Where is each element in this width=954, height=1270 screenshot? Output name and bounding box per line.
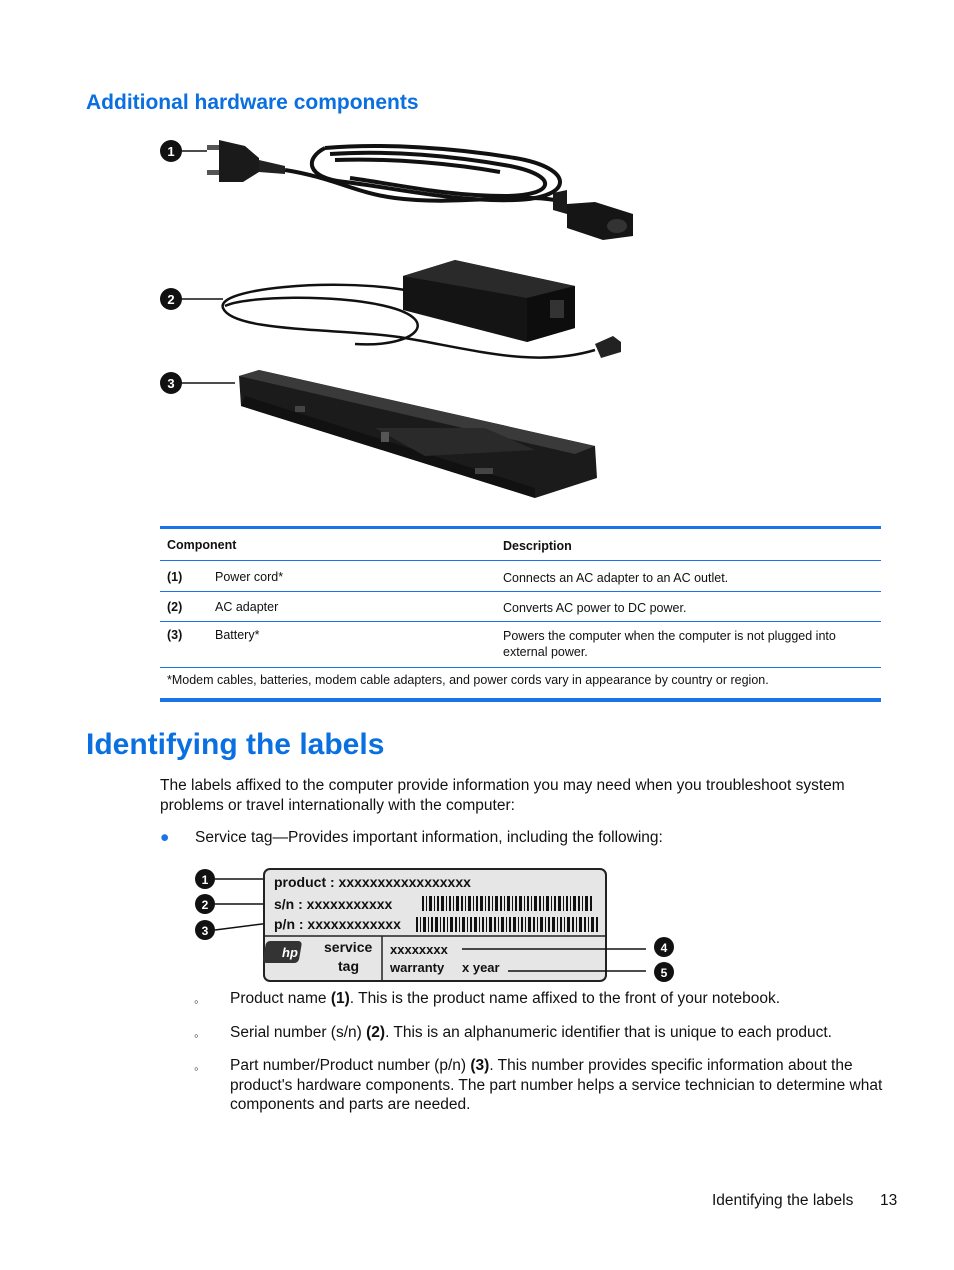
bullet-text: Service tag—Provides important information, including the following: (195, 829, 663, 846)
tag-pn-line: p/n : xxxxxxxxxxxx (274, 916, 401, 932)
tag-callout-2 (195, 894, 270, 914)
cord-connector (553, 190, 633, 240)
row-component: Battery* (215, 628, 260, 642)
hp-logo-icon (262, 941, 302, 963)
row-component: AC adapter (215, 600, 279, 614)
row-number: (2) (167, 600, 183, 614)
sub-item-mark: ◦ (194, 1061, 199, 1076)
header-description: Description (503, 539, 572, 553)
tag-callout-2-text: 2 (201, 898, 209, 912)
tag-warranty-label: warranty (390, 960, 445, 975)
header-component: Component (167, 538, 237, 552)
tag-callout-1 (195, 869, 270, 889)
ac-adapter (223, 260, 621, 358)
sub-item-text: Part number/Product number (p/n) (230, 1057, 471, 1074)
callout-3 (160, 372, 235, 394)
sub-item-serial-number (230, 1023, 890, 1043)
table-row (160, 622, 881, 668)
sub-item-text: Serial number (s/n) (230, 1024, 367, 1041)
table-header-row (160, 529, 881, 561)
sub-item-text: . This is the product name affixed to the front of your notebook. (349, 990, 781, 1007)
table-row (160, 561, 881, 592)
tag-callout-4 (654, 937, 674, 957)
callout-1 (160, 140, 207, 162)
tag-callout-1-text: 1 (201, 873, 209, 887)
table-footnote-row (160, 668, 881, 699)
tag-callout-5-text: 5 (660, 966, 668, 980)
table-bottom-rule (160, 699, 881, 702)
power-plug (207, 140, 285, 182)
table-row (160, 592, 881, 622)
sub-item-ref: (2) (366, 1024, 386, 1041)
sub-item-text: . This is an alphanumeric identifier that is unique to each product. (385, 1024, 832, 1041)
callout-3-text: 3 (167, 376, 175, 391)
sub-item-mark: ◦ (194, 994, 199, 1009)
row-description: Powers the computer when the computer is not plugged into external power. (503, 629, 836, 659)
sub-item-part-number (230, 1056, 890, 1115)
callout-2 (160, 288, 223, 310)
tag-callout-5 (654, 962, 674, 982)
tag-xxx-value: xxxxxxxx (390, 942, 448, 957)
tag-product-line: product : xxxxxxxxxxxxxxxxx (274, 874, 471, 890)
tag-callout-3 (195, 920, 270, 940)
callout-2-text: 2 (167, 292, 175, 307)
hardware-components-figure (155, 138, 645, 508)
tag-callout-3-text: 3 (201, 924, 209, 938)
table-footnote: *Modem cables, batteries, modem cable adapters, and power cords vary in appearance by country or region. (167, 673, 769, 687)
page-title: Identifying the labels (86, 728, 385, 761)
sub-item-text: Product name (230, 990, 331, 1007)
section-heading: Additional hardware components (86, 91, 419, 114)
tag-callout-4-text: 4 (660, 941, 668, 955)
intro-paragraph: The labels affixed to the computer provide information you may need when you troubleshoot system problems or travel internationally with the computer: (160, 777, 845, 814)
footer-page-number: 13 (880, 1192, 898, 1209)
callout-1-text: 1 (167, 144, 175, 159)
sub-item-text: . This number provides specific information about the product's hardware components. The part number helps a service technician to determine what components and parts are needed. (230, 1057, 883, 1113)
power-cord-coil (285, 146, 560, 201)
sub-item-ref: (1) (330, 990, 350, 1007)
sub-item-product-name (230, 989, 890, 1009)
row-number: (3) (167, 628, 183, 642)
hp-logo-text: hp (282, 945, 298, 960)
row-component: Power cord* (215, 570, 284, 584)
sub-item-mark: ◦ (194, 1028, 199, 1043)
components-table (160, 526, 881, 702)
tag-tag-word: tag (338, 958, 359, 974)
row-description: Converts AC power to DC power. (503, 601, 687, 615)
tag-sn-line: s/n : xxxxxxxxxxx (274, 896, 393, 912)
row-number: (1) (167, 570, 183, 584)
sub-item-ref: (3) (470, 1057, 490, 1074)
tag-warranty-years: x year (462, 960, 500, 975)
service-tag-figure (190, 863, 680, 985)
bullet-icon: ● (160, 829, 170, 846)
row-description: Connects an AC adapter to an AC outlet. (503, 571, 729, 585)
battery (239, 370, 597, 498)
tag-service-word: service (324, 939, 373, 955)
footer-section-title: Identifying the labels (712, 1192, 854, 1209)
